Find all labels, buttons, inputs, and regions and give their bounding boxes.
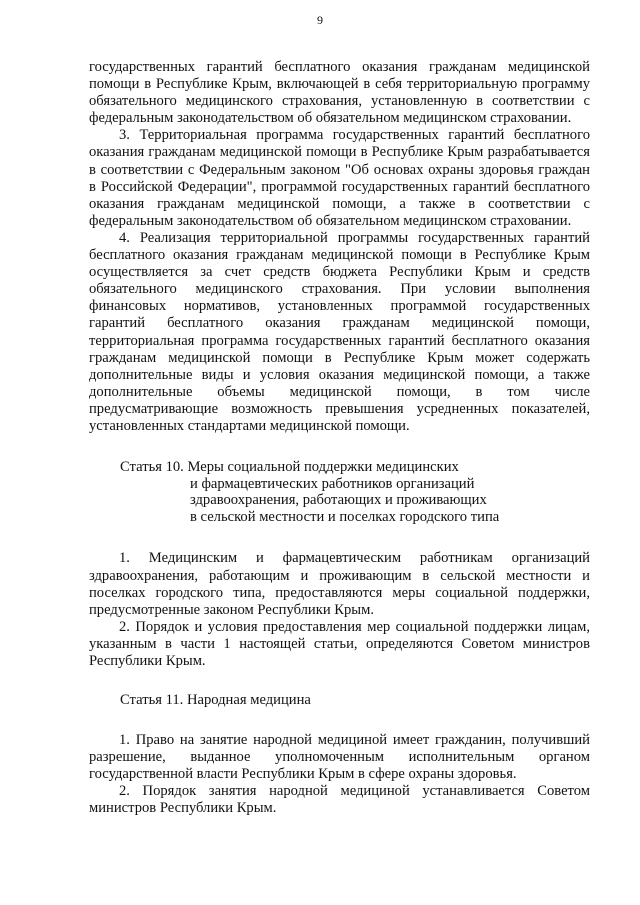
spacer bbox=[89, 435, 590, 459]
article-10-heading-line: в сельской местности и поселках городского типа bbox=[190, 508, 500, 525]
article-10-heading bbox=[89, 459, 590, 525]
spacer bbox=[89, 670, 590, 692]
article-10-part-1: 1. Медицинским и фармацевтическим работникам организаций здравоохранения, работающим и проживающим в сельской местности и поселках городского типа, предоставляются меры социальной поддержки, предусмотренные законом Республики Крым. bbox=[89, 550, 590, 618]
article-11-part-1: 1. Право на занятие народной медициной имеет гражданин, получивший разрешение, выданное уполномоченным исполнительным органом государственной власти Республики Крым в сфере охраны здоровья. bbox=[89, 731, 590, 782]
article-10-heading-line: Статья 10. Меры социальной поддержки медицинских bbox=[120, 459, 459, 476]
paragraph-part-3: 3. Территориальная программа государственных гарантий бесплатного оказания гражданам медицинской помощи в Республике Крым разрабатывается в соответствии с Федеральным законом "Об основах охраны здоровья граждан в Российской Федерации", программой государственных гарантий бесплатного оказания гражданам медицинской помощи, а также в соответствии с федеральным законодательством об обязательном медицинском страховании. bbox=[89, 127, 590, 229]
article-11-part-2: 2. Порядок занятия народной медициной устанавливается Советом министров Республики Крым. bbox=[89, 782, 590, 817]
page-number: 9 bbox=[317, 13, 323, 27]
article-10-heading-line: и фармацевтических работников организаций bbox=[190, 475, 475, 492]
article-10-heading-line: здравоохранения, работающих и проживающих bbox=[190, 492, 487, 509]
spacer bbox=[89, 525, 590, 550]
article-11-heading-line: Статья 11. Народная медицина bbox=[120, 692, 311, 709]
article-11-heading bbox=[89, 692, 590, 709]
paragraph-part-4: 4. Реализация территориальной программы государственных гарантий бесплатного оказания гражданам медицинской помощи в Республике Крым осуществляется за счет средств бюджета Республики Крым и средств обязательного медицинского страхования. При условии выполнения финансовых нормативов, установленных программой государственных гарантий бесплатного оказания гражданам медицинской помощи, территориальная программа государственных гарантий бесплатного оказания гражданам медицинской помощи в Республике Крым может содержать дополнительные виды и условия оказания медицинской помощи, а также дополнительные объемы медицинской помощи, в том числе предусматривающие возможность превышения усредненных показателей, установленных стандартами медицинской помощи. bbox=[89, 229, 590, 434]
paragraph-continuation: государственных гарантий бесплатного оказания гражданам медицинской помощи в Республике Крым, включающей в себя территориальную программу обязательного медицинского страхования, установленную в соответствии с федеральным законодательством об обязательном медицинском страховании. bbox=[89, 59, 590, 127]
spacer bbox=[89, 709, 590, 732]
document-body bbox=[89, 59, 590, 817]
article-10-part-2: 2. Порядок и условия предоставления мер социальной поддержки лицам, указанным в части 1 настоящей статьи, определяются Советом министров Республики Крым. bbox=[89, 618, 590, 669]
